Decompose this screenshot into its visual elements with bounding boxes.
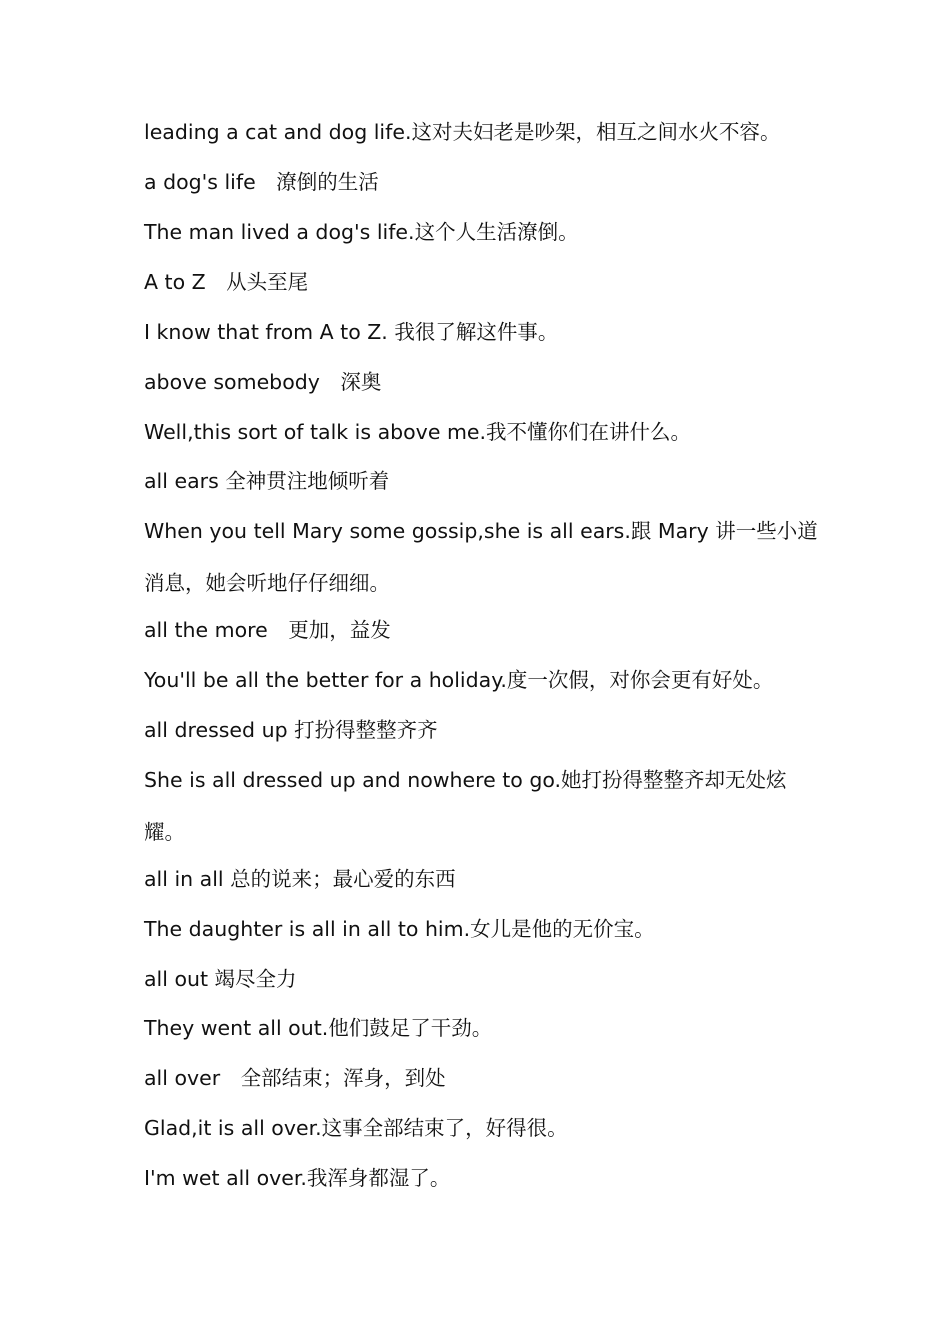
text-line: 消息，她会听地仔仔细细。 [144, 571, 390, 595]
text-line: all dressed up 打扮得整整齐齐 [144, 718, 438, 742]
text-line: A to Z 从头至尾 [144, 270, 309, 294]
text-line: above somebody 深奥 [144, 370, 382, 394]
text-line: all ears 全神贯注地倾听着 [144, 469, 390, 493]
text-line: When you tell Mary some gossip,she is all ears.跟 Mary 讲一些小道 [144, 519, 818, 543]
text-line: Well,this sort of talk is above me.我不懂你们在讲什么。 [144, 420, 692, 444]
text-line: The man lived a dog's life.这个人生活潦倒。 [144, 220, 579, 244]
text-line: I know that from A to Z. 我很了解这件事。 [144, 320, 559, 344]
text-line: a dog's life 潦倒的生活 [144, 170, 379, 194]
text-line: I'm wet all over.我浑身都湿了。 [144, 1166, 451, 1190]
text-line: You'll be all the better for a holiday.度一次假，对你会更有好处。 [144, 668, 774, 692]
text-line: The daughter is all in all to him.女儿是他的无价宝。 [144, 917, 655, 941]
text-line: all over 全部结束；浑身，到处 [144, 1066, 446, 1090]
text-line: She is all dressed up and nowhere to go.她打扮得整整齐却无处炫 [144, 768, 787, 792]
text-line: leading a cat and dog life.这对夫妇老是吵架，相互之间水火不容。 [144, 120, 781, 144]
text-line: all the more 更加，益发 [144, 618, 391, 642]
text-line: all in all 总的说来；最心爱的东西 [144, 867, 456, 891]
text-line: They went all out.他们鼓足了干劲。 [144, 1016, 493, 1040]
text-line: Glad,it is all over.这事全部结束了，好得很。 [144, 1116, 568, 1140]
text-line: all out 竭尽全力 [144, 967, 297, 991]
text-line: 耀。 [144, 820, 185, 844]
